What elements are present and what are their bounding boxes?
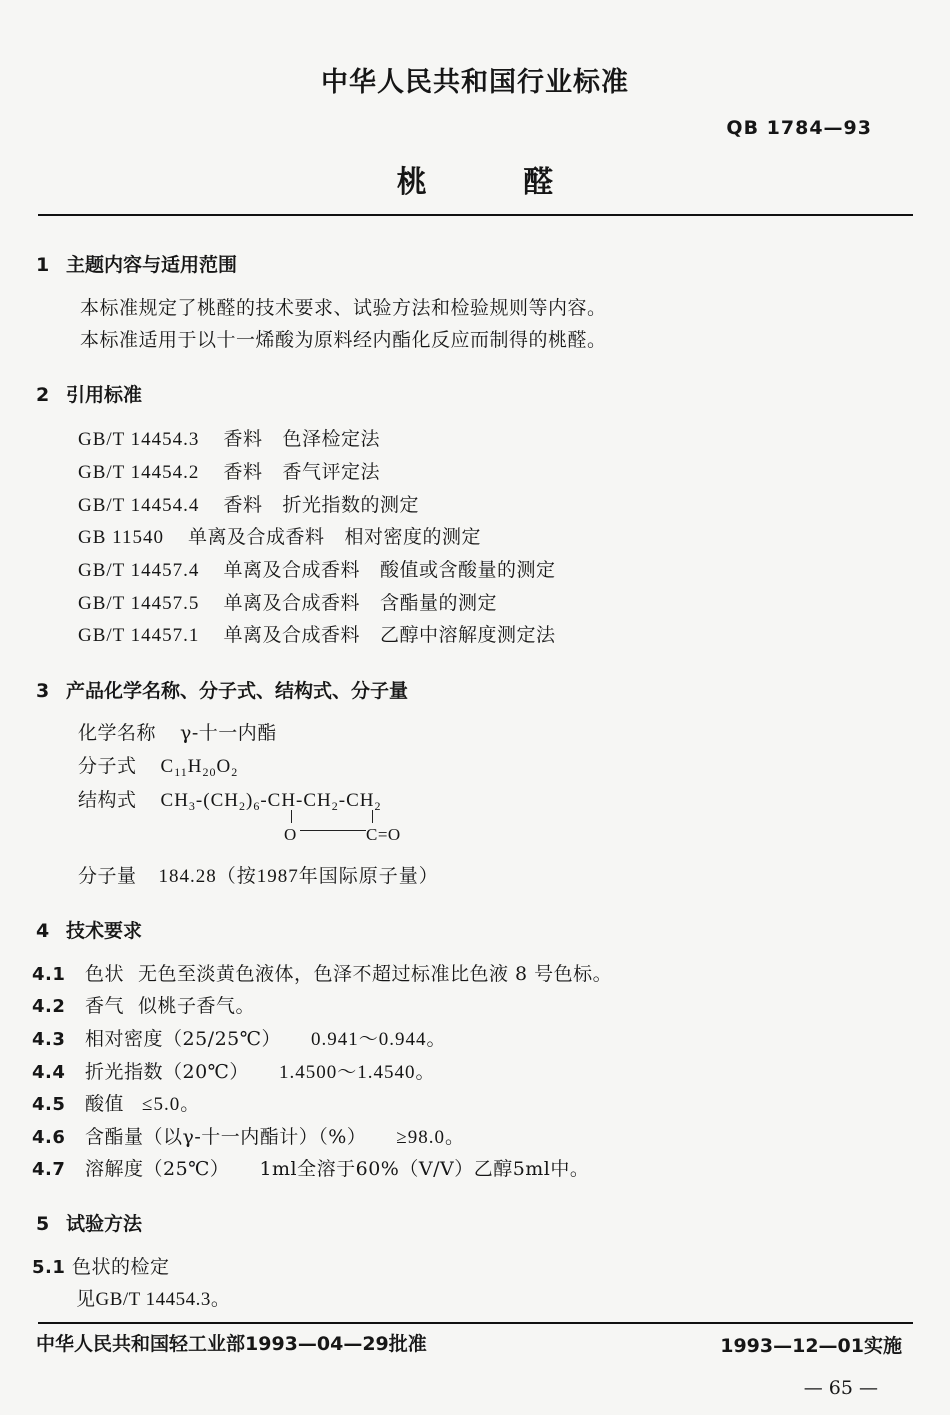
requirement-value: 1ml全溶于60%（V/V）乙醇5ml中。 [259, 1158, 590, 1180]
paragraph: 本标准适用于以十一烯酸为原料经内酯化反应而制得的桃醛。 [80, 329, 607, 351]
chemical-name-row [78, 718, 277, 745]
section-title: 试验方法 [66, 1213, 143, 1235]
requirement-label: 折光指数（20℃） [85, 1061, 249, 1083]
structure-bond [300, 830, 366, 831]
formula-label: 分子式 [78, 755, 137, 777]
reference-category: 香料 [223, 461, 263, 483]
structure-oxygen: O [284, 825, 297, 844]
requirement-value: 0.941～0.944。 [311, 1029, 447, 1050]
reference-category: 单离及合成香料 [223, 624, 360, 646]
subsection-heading [32, 1252, 170, 1279]
molecular-weight-label: 分子量 [78, 865, 137, 887]
molecular-formula: $C_{11}H_{20}O_2$ [160, 756, 239, 779]
reference-item [78, 522, 481, 549]
reference-item [78, 620, 555, 647]
reference-category: 香料 [223, 428, 263, 450]
reference-item [78, 588, 497, 615]
section-3-heading [36, 676, 408, 703]
implementation-date: 1993—12—01实施 [720, 1335, 902, 1357]
reference-item [78, 457, 380, 484]
subsection-title: 色状的检定 [72, 1256, 170, 1278]
reference-title: 色泽检定法 [282, 428, 380, 450]
section-title: 技术要求 [66, 920, 143, 942]
section-number: 2 [36, 384, 50, 406]
page-title: 桃 醛 [396, 165, 582, 200]
reference-code: GB/T 14457.5 [78, 593, 200, 614]
requirement-number: 4.1 [32, 964, 66, 985]
requirement-value: 无色至淡黄色液体，色泽不超过标准比色液 8 号色标。 [138, 963, 613, 985]
requirement-item [32, 991, 255, 1018]
reference-category: 香料 [223, 494, 263, 516]
reference-code: GB 11540 [78, 527, 164, 548]
requirement-label: 溶解度（25℃） [85, 1158, 230, 1180]
reference-title: 乙醇中溶解度测定法 [379, 624, 556, 646]
requirement-number: 4.2 [32, 996, 66, 1017]
reference-category: 单离及合成香料 [223, 559, 360, 581]
section-number: 1 [36, 254, 50, 276]
requirement-value: 1.4500～1.4540。 [278, 1062, 436, 1083]
molecular-weight-row [78, 861, 439, 888]
reference-category: 单离及合成香料 [187, 526, 325, 548]
section-title: 主题内容与适用范围 [66, 254, 238, 276]
reference-title: 相对密度的测定 [344, 526, 481, 548]
structure-row [78, 785, 382, 812]
reference-code: GB/T 14454.3 [78, 429, 200, 450]
section-number: 3 [36, 680, 50, 702]
chemical-name-value: γ-十一内酯 [180, 722, 277, 744]
reference-code: GB/T 14457.4 [78, 560, 200, 581]
section-2-heading [36, 380, 142, 407]
subsection-number: 5.1 [32, 1257, 66, 1278]
standard-code: QB 1784—93 [726, 117, 872, 139]
reference-code: GB/T 14454.4 [78, 495, 200, 516]
structure-label: 结构式 [78, 789, 137, 811]
section-number: 4 [36, 920, 50, 942]
approval-line: 中华人民共和国轻工业部1993—04—29批准 [36, 1333, 427, 1355]
section-title: 引用标准 [66, 384, 143, 406]
reference-code: GB/T 14454.2 [78, 462, 200, 483]
requirement-number: 4.3 [32, 1029, 66, 1050]
formula-row [78, 751, 238, 778]
section-title: 产品化学名称、分子式、结构式、分子量 [66, 680, 409, 702]
requirement-value: 似桃子香气。 [138, 995, 256, 1017]
requirement-number: 4.7 [32, 1159, 66, 1180]
requirement-value: ≥98.0。 [396, 1127, 466, 1148]
reference-item [78, 490, 419, 517]
molecular-weight-value: 184.28（按1987年国际原子量） [158, 866, 439, 887]
paragraph: 本标准规定了桃醛的技术要求、试验方法和检验规则等内容。 [80, 297, 607, 319]
reference-item [78, 555, 555, 582]
chemical-name-label: 化学名称 [78, 722, 157, 744]
requirement-number: 4.5 [32, 1094, 66, 1115]
requirement-label: 酸值 [85, 1093, 125, 1115]
issuer-title: 中华人民共和国行业标准 [321, 67, 629, 98]
reference-title: 酸值或含酸量的测定 [379, 559, 556, 581]
requirement-number: 4.6 [32, 1127, 66, 1148]
structure-carbonyl: C=O [366, 825, 401, 844]
section-1-heading [36, 250, 237, 277]
structure-chain: $CH_3-(CH_2)_6-CH-CH_2-CH_2$ [160, 790, 382, 813]
requirement-item [32, 1089, 200, 1116]
reference-title: 含酯量的测定 [379, 592, 497, 614]
requirement-number: 4.4 [32, 1062, 66, 1083]
structure-bond [291, 810, 292, 823]
requirement-label: 含酯量（以γ-十一内酯计）（%） [85, 1126, 367, 1148]
requirement-label: 相对密度（25/25℃） [85, 1028, 282, 1050]
section-5-heading [36, 1209, 142, 1236]
reference-category: 单离及合成香料 [223, 592, 360, 614]
section-4-heading [36, 916, 142, 943]
requirement-value: ≤5.0。 [142, 1094, 201, 1115]
page-number: — 65 — [803, 1377, 878, 1399]
requirement-item [32, 1024, 447, 1051]
footer-divider [38, 1322, 913, 1324]
reference-code: GB/T 14457.1 [78, 625, 200, 646]
structure-bond [372, 810, 373, 823]
reference-title: 香气评定法 [282, 461, 380, 483]
section-number: 5 [36, 1213, 50, 1235]
header-divider [38, 214, 913, 216]
requirement-item [32, 1057, 435, 1084]
requirement-label: 香气 [85, 995, 125, 1017]
requirement-label: 色状 [85, 963, 125, 985]
requirement-item [32, 959, 612, 986]
requirement-item [32, 1154, 589, 1181]
reference-item [78, 424, 380, 451]
subsection-text: 见GB/T 14454.3。 [76, 1289, 231, 1310]
requirement-item [32, 1122, 465, 1149]
reference-title: 折光指数的测定 [282, 494, 419, 516]
